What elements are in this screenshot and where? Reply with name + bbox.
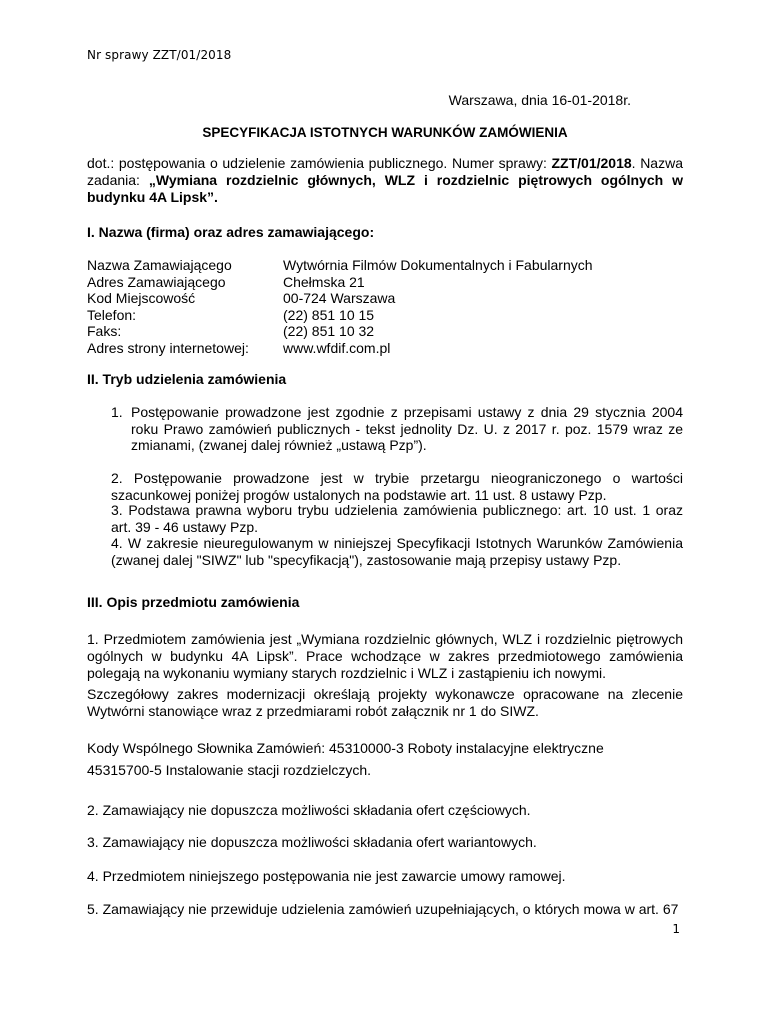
row-label: Adres Zamawiającego <box>87 273 226 290</box>
intro-text-2: . Nazwa zadania: <box>87 155 683 188</box>
row-value: Wytwórnia Filmów Dokumentalnych i Fabularnych <box>283 257 593 273</box>
section-2-item-2: 2. Postępowanie prowadzone jest w trybie przetargu nieograniczonego o wartości szacunkowej poniżej progów ustalonych na podstawie art. 11 ust. 8 ustawy Pzp. <box>111 470 683 503</box>
place-and-date: Warszawa, dnia 16-01-2018r. <box>448 92 631 108</box>
list-marker: 1. <box>111 404 123 420</box>
section-3-paragraph-3: 3. Zamawiający nie dopuszcza możliwości składania ofert wariantowych. <box>87 834 537 850</box>
task-name: „Wymiana rozdzielnic głównych, WLZ i rozdzielnic piętrowych ogólnych w budynku 4A Lipsk”. <box>87 172 683 205</box>
table-row <box>87 290 593 307</box>
section-2-heading: II. Tryb udzielenia zamówienia <box>87 371 287 387</box>
table-row <box>87 307 593 324</box>
row-value: (22) 851 10 32 <box>283 323 375 339</box>
row-label: Adres strony internetowej: <box>87 339 249 356</box>
row-label: Nazwa Zamawiającego <box>87 257 232 273</box>
table-row <box>87 257 593 274</box>
document-title: SPECYFIKACJA ISTOTNYCH WARUNKÓW ZAMÓWIENIA <box>202 125 568 140</box>
contracting-authority-table <box>87 257 593 356</box>
section-2-item-4: 4. W zakresie nieuregulowanym w niniejszej Specyfikacji Istotnych Warunków Zamówienia (zwanej dalej "SIWZ" lub "specyfikacją"), zastosowanie mają przepisy ustawy Pzp. <box>111 535 683 568</box>
table-row <box>87 274 593 291</box>
intro-text-1: dot.: postępowania o udzielenie zamówienia publicznego. Numer sprawy: <box>87 155 552 171</box>
row-value: (22) 851 10 15 <box>283 306 375 323</box>
section-2-item-3: 3. Podstawa prawna wyboru trybu udzielenia zamówienia publicznego: art. 10 ust. 1 oraz art. 39 - 46 ustawy Pzp. <box>111 502 683 535</box>
section-3-heading: III. Opis przedmiotu zamówienia <box>87 594 300 610</box>
section-3-paragraph-4: 4. Przedmiotem niniejszego postępowania nie jest zawarcie umowy ramowej. <box>87 868 566 884</box>
cpv-codes-line-1: Kody Wspólnego Słownika Zamówień: 45310000-3 Roboty instalacyjne elektryczne <box>87 740 604 756</box>
table-row <box>87 340 593 357</box>
row-value: 00-724 Warszawa <box>283 290 396 306</box>
section-3-paragraph-1b: Szczegółowy zakres modernizacji określają projekty wykonawcze opracowane na zlecenie Wytwórni stanowiące wraz z przedmiarami robót załącznik nr 1 do SIWZ. <box>87 686 683 719</box>
intro-paragraph <box>87 155 683 206</box>
row-label: Faks: <box>87 323 122 339</box>
section-1-heading: I. Nazwa (firma) oraz adres zamawiającego: <box>87 224 375 240</box>
page-number: 1 <box>672 922 680 936</box>
row-value: www.wfdif.com.pl <box>283 339 391 356</box>
row-value: Chełmska 21 <box>283 273 365 290</box>
row-label: Kod Miejscowość <box>87 290 196 306</box>
section-3-paragraph-2: 2. Zamawiający nie dopuszcza możliwości składania ofert częściowych. <box>87 802 531 818</box>
section-3-paragraph-5: 5. Zamawiający nie przewiduje udzielenia zamówień uzupełniających, o których mowa w art. 67 <box>87 901 679 917</box>
case-number: ZZT/01/2018 <box>551 155 632 171</box>
case-reference-header: Nr sprawy ZZT/01/2018 <box>87 48 232 62</box>
section-3-paragraph-1: 1. Przedmiotem zamówienia jest „Wymiana rozdzielnic głównych, WLZ i rozdzielnic piętrowych ogólnych w budynku 4A Lipsk”. Prace wchodzące w zakres przedmiotowego zamówienia polegają na wykonaniu wymiany starych rozdzielnic i WLZ i zastąpieniu ich nowymi. <box>87 631 683 681</box>
list-item-text: Postępowanie prowadzone jest zgodnie z przepisami ustawy z dnia 29 stycznia 2004 roku Prawo zamówień publicznych - tekst jednolity Dz. U. z 2017 r. poz. 1579 wraz ze zmianami, (zwanej dalej również „ustawą Pzp”). <box>131 404 683 453</box>
section-2-item-1 <box>111 404 683 454</box>
cpv-codes-line-2: 45315700-5 Instalowanie stacji rozdzielczych. <box>87 762 372 778</box>
table-row <box>87 323 593 340</box>
row-label: Telefon: <box>87 306 137 323</box>
